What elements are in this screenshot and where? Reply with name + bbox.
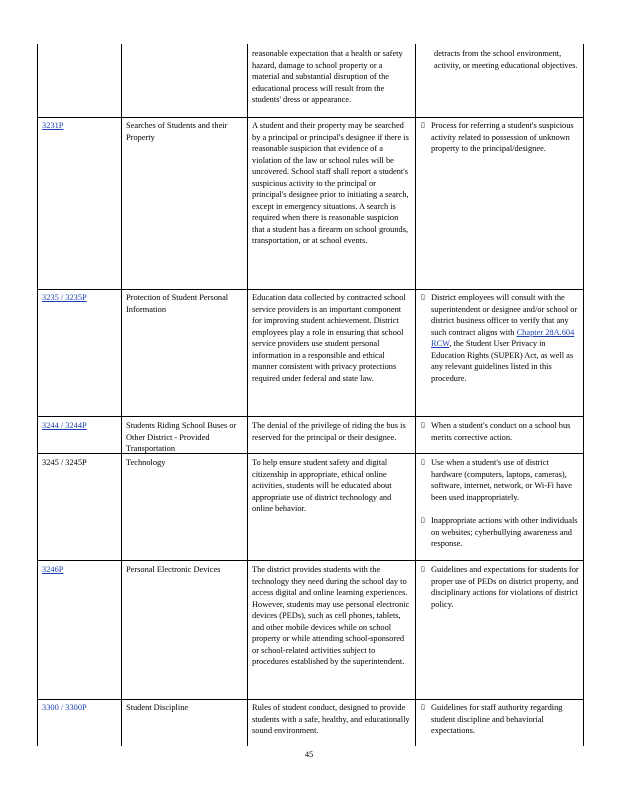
bullet-icon: ▯ [421, 565, 425, 573]
column-divider [415, 44, 416, 746]
row-bullet [421, 702, 579, 737]
row-divider [37, 117, 584, 118]
row-description: The district provides students with the technology they need during the school day to access digital and online learning experiences. However, students may use personal electronic devices (PEDs), such as cell phones, tablets, and other mobile devices while on school property or while attending school-sponsored or school-related activities subject to procedures established by the superintendent. [252, 565, 410, 666]
policy-title: Technology [126, 458, 166, 467]
row-bullet [421, 120, 579, 155]
row-bullet-text: Guidelines and expectations for students for proper use of PEDs on district property, and disciplinary actions for violations of district policy. [431, 565, 579, 609]
policy-code-link[interactable]: 3235 / 3235P [42, 293, 87, 302]
row-divider [37, 289, 584, 290]
row-description: Rules of student conduct, designed to provide students with a safe, healthy, and educationally sound environment. [252, 703, 410, 735]
row-divider [37, 699, 584, 700]
row-bullet [421, 292, 579, 384]
page-number: 45 [304, 750, 314, 759]
policy-title: Student Discipline [126, 703, 189, 712]
policy-title: Searches of Students and their Property [126, 121, 228, 142]
policy-code-link[interactable]: 3231P [42, 121, 64, 130]
row-bullet-text: detracts from the school environment, activity, or meeting educational objectives. [434, 49, 578, 70]
row-description: Education data collected by contracted school service providers is an important component for improving student achievement. District employees play a role in ensuring that school service providers use student personal information in a responsible and ethical manner consistent with privacy protections required under federal and state law. [252, 293, 406, 383]
policy-title: Students Riding School Buses or Other District - Provided Transportation [126, 421, 237, 453]
policy-title: Personal Electronic Devices [126, 565, 221, 574]
policy-code: 3300 / 3300P [42, 703, 87, 712]
row-bullet-text: Inappropriate actions with other individuals on websites; cyberbullying awareness and response. [431, 516, 578, 548]
bullet-icon: ▯ [421, 703, 425, 711]
row-bullet-text: District employees will consult with the superintendent or designee and/or school or district business officer to verify that any such contract aligns with Chapter 28A.604 RCW, the Student User Privacy in Education Rights (SUPER) Act, as well as any relevant guidelines listed in this procedure. [431, 293, 578, 383]
row-bullet-text: Use when a student's use of district hardware (computers, laptops, cameras), software, internet, network, or Wi-Fi have been used inappropriately. [431, 458, 572, 502]
policy-code-link[interactable]: 3246P [42, 565, 64, 574]
bullet-icon: ▯ [421, 516, 425, 524]
row-description: reasonable expectation that a health or safety hazard, damage to school property or a material and substantial disruption of the educational process will result from the students' dress or appearance. [252, 49, 403, 104]
row-bullet [421, 457, 579, 503]
row-bullet-text: Guidelines for staff authority regarding student discipline and behaviorial expectations. [431, 703, 563, 735]
row-divider [37, 416, 584, 417]
row-bullet [421, 420, 579, 443]
rcw-chapter-link[interactable]: Chapter 28A.604 RCW [431, 327, 575, 348]
table-left-border [37, 44, 38, 746]
policy-title: Protection of Student Personal Information [126, 293, 229, 314]
row-bullet-text: When a student's conduct on a school bus merits corrective action. [431, 421, 571, 442]
row-divider [37, 453, 584, 454]
column-divider [121, 44, 122, 746]
row-bullet [421, 515, 579, 550]
row-bullet [421, 564, 579, 610]
row-description: The denial of the privilege of riding the bus is reserved for the principal or their designee. [252, 421, 406, 442]
row-description: To help ensure student safety and digital citizenship in appropriate, ethical online activities, students will be educated about appropriate use of district technology and online behavior. [252, 458, 392, 513]
row-divider [37, 560, 584, 561]
table-right-border [583, 44, 584, 746]
bullet-icon: ▯ [421, 458, 425, 466]
row-description: A student and their property may be searched by a principal or principal's designee if there is reasonable suspicion that evidence of a violation of the law or school rules will be uncovered. School staff shall report a student's suspicious activity to the principal or principal's designee prior to initiating a search, except in emergency situations. A search is required when there is reasonable suspicion that a student has a firearm on school grounds, transportation, or at school events. [252, 121, 409, 245]
policy-code: 3245 / 3245P [42, 458, 87, 467]
column-divider [247, 44, 248, 746]
row-bullet-text: Process for referring a student's suspicious activity related to possession of unknown property to the principal/designee. [431, 121, 574, 153]
bullet-icon: ▯ [421, 293, 425, 301]
bullet-icon: ▯ [421, 421, 425, 429]
bullet-icon: ▯ [421, 121, 425, 129]
policy-code-link[interactable]: 3244 / 3244P [42, 421, 87, 430]
